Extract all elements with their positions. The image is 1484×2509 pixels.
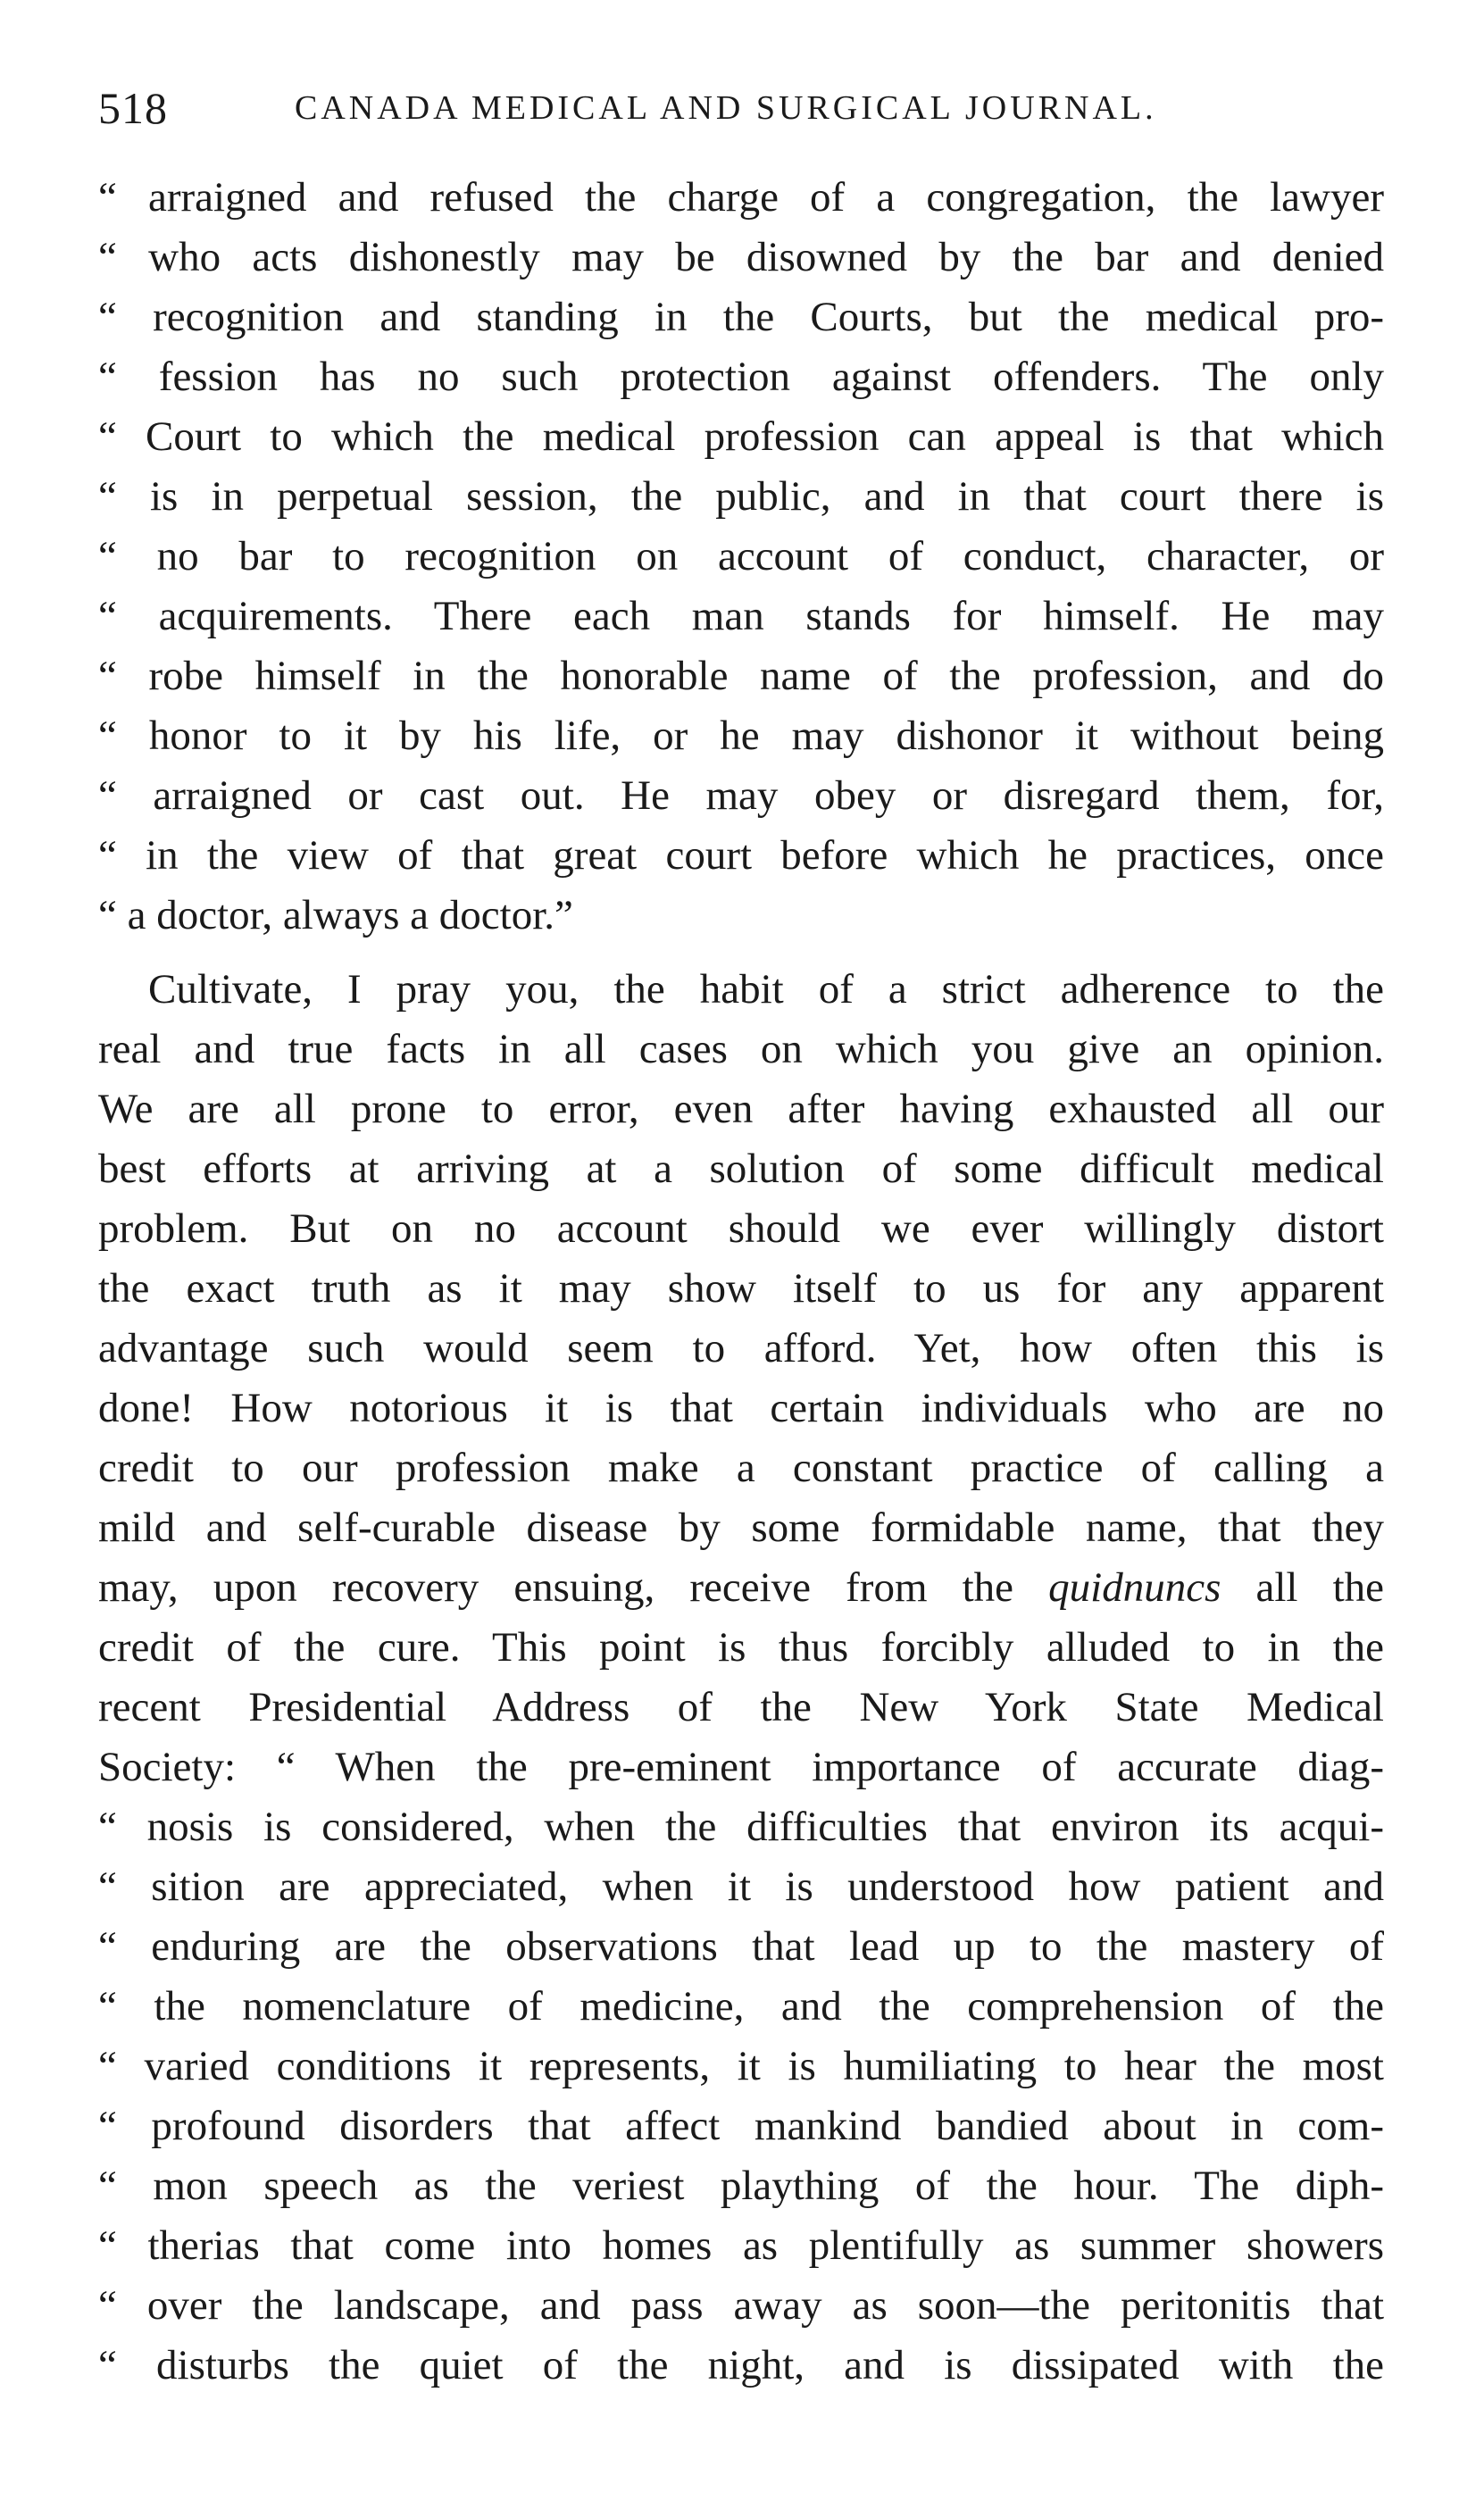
quotation-block bbox=[98, 168, 1384, 946]
text-line: “ Court to which the medical profession can appeal is that which bbox=[98, 413, 1384, 460]
paragraph-gap bbox=[98, 946, 1384, 960]
text-line: “ robe himself in the honorable name of the profession, and do bbox=[98, 653, 1384, 699]
text-line: “ fession has no such protection against offenders. The only bbox=[98, 354, 1384, 400]
text-line: “ the nomenclature of medicine, and the comprehension of the bbox=[98, 1983, 1384, 2030]
text-segment: may, upon recovery ensuing, receive from the bbox=[98, 1564, 1049, 1611]
text-line: We are all prone to error, even after having exhausted all our bbox=[98, 1086, 1384, 1132]
body-text bbox=[98, 168, 1384, 2396]
italic-term: quidnuncs bbox=[1048, 1564, 1221, 1611]
text-line: “ sition are appreciated, when it is understood how patient and bbox=[98, 1863, 1384, 1910]
text-line: “ a doctor, always a doctor.” bbox=[98, 892, 573, 938]
text-line: “ over the landscape, and pass away as soon—the peritonitis that bbox=[98, 2282, 1384, 2329]
text-line: “ varied conditions it represents, it is humiliating to hear the most bbox=[98, 2043, 1384, 2089]
text-line: problem. But on no account should we ever willingly distort bbox=[98, 1205, 1384, 1252]
text-line: done! How notorious it is that certain individuals who are no bbox=[98, 1385, 1384, 1431]
text-line: “ mon speech as the veriest plaything of the hour. The diph- bbox=[98, 2163, 1384, 2209]
text-line: “ arraigned or cast out. He may obey or disregard them, for, bbox=[98, 772, 1384, 819]
text-line: “ therias that come into homes as plentifully as summer showers bbox=[98, 2222, 1384, 2269]
text-line: “ who acts dishonestly may be disowned by the bar and denied bbox=[98, 234, 1384, 280]
text-line: credit of the cure. This point is thus forcibly alluded to in the bbox=[98, 1624, 1384, 1671]
text-line: “ no bar to recognition on account of conduct, character, or bbox=[98, 533, 1384, 579]
text-line: “ is in perpetual session, the public, and in that court there is bbox=[98, 473, 1384, 520]
text-line: “ acquirements. There each man stands for himself. He may bbox=[98, 593, 1384, 639]
text-line: “ arraigned and refused the charge of a congregation, the lawyer bbox=[98, 174, 1384, 221]
text-line: real and true facts in all cases on which you give an opinion. bbox=[98, 1026, 1384, 1072]
text-line: “ in the view of that great court before which he practices, once bbox=[98, 832, 1384, 879]
page-header bbox=[98, 77, 1384, 139]
text-line: “ disturbs the quiet of the night, and is dissipated with the bbox=[98, 2342, 1384, 2388]
text-line: Cultivate, I pray you, the habit of a strict adherence to the bbox=[148, 966, 1384, 1013]
text-line: mild and self-curable disease by some formidable name, that they bbox=[98, 1505, 1384, 1551]
text-line: “ recognition and standing in the Courts, but the medical pro- bbox=[98, 294, 1384, 340]
paragraph bbox=[98, 960, 1384, 2396]
text-line: Society: “ When the pre-eminent importance of accurate diag- bbox=[98, 1744, 1384, 1790]
text-line: advantage such would seem to afford. Yet, how often this is bbox=[98, 1325, 1384, 1371]
text-segment: all the bbox=[1221, 1564, 1384, 1611]
running-head: CANADA MEDICAL AND SURGICAL JOURNAL. bbox=[295, 89, 1157, 127]
text-line: “ enduring are the observations that lead up to the mastery of bbox=[98, 1923, 1384, 1970]
text-line: recent Presidential Address of the New York State Medical bbox=[98, 1684, 1384, 1730]
text-line: “ profound disorders that affect mankind bandied about in com- bbox=[98, 2103, 1384, 2149]
text-line: best efforts at arriving at a solution of some difficult medical bbox=[98, 1146, 1384, 1192]
text-line: the exact truth as it may show itself to us for any apparent bbox=[98, 1265, 1384, 1312]
text-line-with-italic bbox=[98, 1558, 1384, 1618]
text-line: “ honor to it by his life, or he may dishonor it without being bbox=[98, 713, 1384, 759]
text-line: “ nosis is considered, when the difficulties that environ its acqui- bbox=[98, 1804, 1384, 1850]
page-number: 518 bbox=[98, 83, 168, 133]
text-line: credit to our profession make a constant practice of calling a bbox=[98, 1445, 1384, 1491]
